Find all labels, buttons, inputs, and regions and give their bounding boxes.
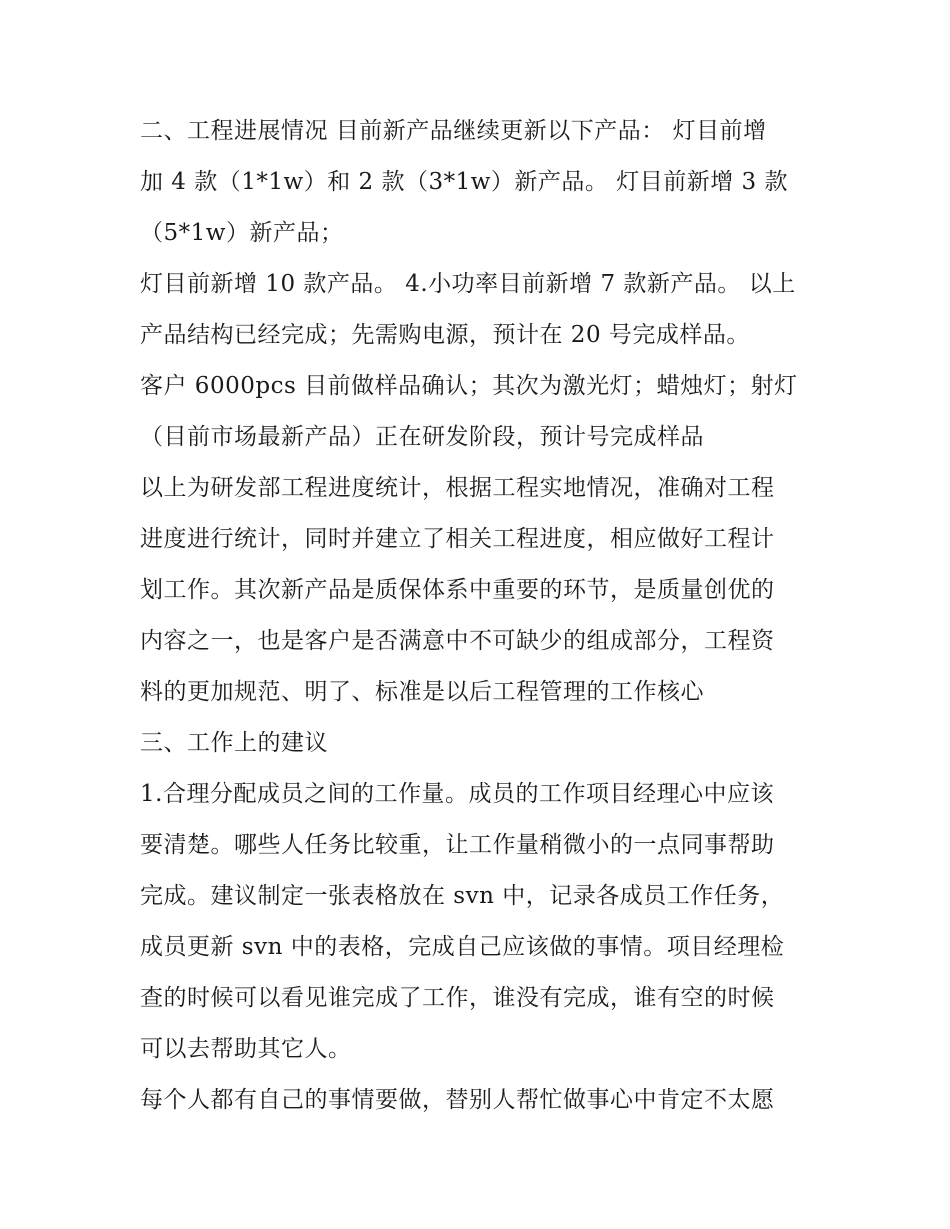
text-line: 完成。建议制定一张表格放在 svn 中，记录各成员工作任务，: [140, 883, 785, 909]
text-line: 内容之一，也是客户是否满意中不可缺少的组成部分，工程资: [140, 628, 775, 654]
text-line: （目前市场最新产品）正在研发阶段，预计号完成样品: [140, 424, 704, 450]
text-line: 进度进行统计，同时并建立了相关工程进度，相应做好工程计: [140, 526, 775, 552]
text-line: 成员更新 svn 中的表格，完成自己应该做的事情。项目经理检: [140, 934, 785, 960]
text-line: 可以去帮助其它人。: [140, 1036, 352, 1062]
document-body: [140, 106, 820, 1126]
text-line: 加 4 款（1*1w）和 2 款（3*1w）新产品。 灯目前新增 3 款: [140, 169, 788, 195]
text-line: 灯目前新增 10 款产品。 4.小功率目前新增 7 款新产品。 以上: [140, 271, 796, 297]
text-line: 以上为研发部工程进度统计，根据工程实地情况，准确对工程: [140, 475, 775, 501]
text-line: 划工作。其次新产品是质保体系中重要的环节，是质量创优的: [140, 577, 775, 603]
text-line: 产品结构已经完成；先需购电源，预计在 20 号完成样品。: [140, 322, 750, 348]
text-line: （5*1w）新产品；: [140, 220, 344, 246]
section-heading: 三、工作上的建议: [140, 730, 328, 756]
text-line: 查的时候可以看见谁完成了工作，谁没有完成，谁有空的时候: [140, 985, 775, 1011]
text-line: 料的更加规范、明了、标准是以后工程管理的工作核心: [140, 679, 704, 705]
text-line: 二、工程进展情况 目前新产品继续更新以下产品： 灯目前增: [140, 118, 767, 144]
text-line: 要清楚。哪些人任务比较重，让工作量稍微小的一点同事帮助: [140, 832, 775, 858]
text-line: 每个人都有自己的事情要做，替别人帮忙做事心中肯定不太愿: [140, 1087, 775, 1113]
text-line: 1.合理分配成员之间的工作量。成员的工作项目经理心中应该: [140, 781, 774, 807]
text-line: 客户 6000pcs 目前做样品确认；其次为激光灯；蜡烛灯；射灯: [140, 373, 798, 399]
